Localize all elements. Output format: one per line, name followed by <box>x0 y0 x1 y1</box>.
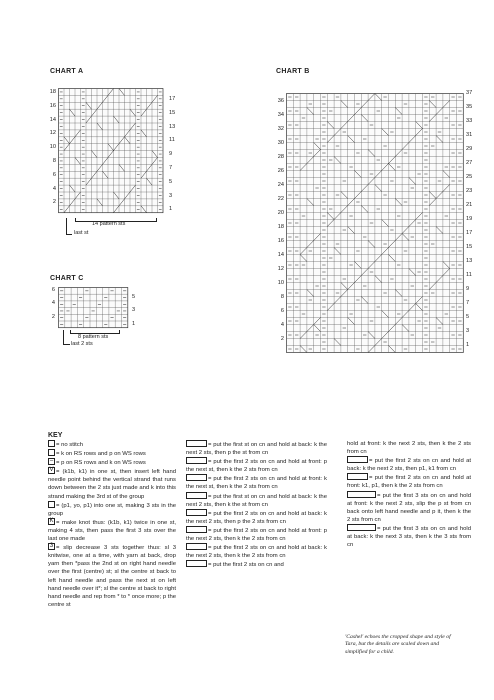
chart-b-row-number-left: 30 <box>277 140 284 146</box>
cable-symbol <box>347 524 376 531</box>
key-item: = put the first 2 sts on cn and hold at front: p the next st, then k the 2 sts from cn <box>186 459 327 474</box>
knot-symbol: K <box>49 517 54 524</box>
chart-b-row-number-left: 10 <box>277 280 284 286</box>
photo-caption: 'Cashel' echoes the cropped shape and style of Tara, but the details are scaled down and simplified for a child. <box>345 634 451 655</box>
chart-a-row-number-right: 1 <box>169 206 173 213</box>
chart-b-row-number-left: 28 <box>277 154 284 160</box>
chart-a-repeat-label: 14 pattern sts <box>92 221 126 227</box>
chart-a-row-number-right: 11 <box>169 137 175 144</box>
chart-a-row-number-left: 2 <box>52 199 56 206</box>
chart-b-row-number-left: 34 <box>277 112 284 118</box>
chart-b-row-number-left: 18 <box>277 224 284 230</box>
cable-symbol <box>186 526 207 533</box>
chart-c-row-number-right: 1 <box>132 320 136 327</box>
chart-b-row-number-left: 26 <box>277 168 284 174</box>
chart-c-row-number-left: 6 <box>51 287 55 293</box>
key-column-2 <box>186 440 327 569</box>
knit-symbol <box>48 449 55 456</box>
chart-b-row-number-right: 13 <box>466 258 473 264</box>
chart-b-row-number-right: 3 <box>466 328 470 334</box>
purl-symbol: – <box>49 458 54 465</box>
key-item: – = p on RS rows and k on WS rows <box>49 458 146 467</box>
chart-c-row-number-right: 3 <box>132 307 136 314</box>
chart-a-row-number-left: 12 <box>49 130 56 137</box>
chart-b-row-number-left: 36 <box>277 98 284 104</box>
cable-symbol <box>186 474 207 481</box>
chart-a-row-number-left: 14 <box>49 116 56 123</box>
cable-symbol <box>186 509 207 516</box>
key-item: = no stitch <box>48 440 176 449</box>
chart-a-row-number-right: 5 <box>169 178 173 185</box>
chart-b-row-number-right: 25 <box>466 174 473 180</box>
key-item: = put the first 2 sts on cn and hold at front: p the next 2 sts, then k the 2 sts from cn <box>186 527 327 543</box>
chart-b-row-number-right: 27 <box>466 160 473 166</box>
cable-symbol <box>186 492 207 499</box>
chart-b-row-number-left: 4 <box>280 322 284 328</box>
chart-b-row-number-left: 20 <box>277 210 284 216</box>
key-item: 3 = slip decrease 3 sts together thus: sl 3 knitwise, one at a time, with yarn at back, drop yarn then *pass the 2nd st on right hand needle over the first (centre) st; sl the centre st back to left hand needle and pass the next st on left hand needle over it*; sl the centre st back to right hand needle and rep from * to * once more; p the centre st <box>48 543 176 608</box>
chart-b-row-number-left: 6 <box>280 308 284 314</box>
chart-b-row-number-right: 17 <box>466 230 473 236</box>
chart-a-row-number-right: 17 <box>169 96 176 102</box>
chart-b-row-number-right: 7 <box>466 300 470 306</box>
decrease-symbol: 3 <box>49 543 54 550</box>
chart-b-row-number-right: 29 <box>466 146 473 152</box>
chart-a-row-number-left: 6 <box>52 171 56 178</box>
chart-a-row-number-right: 7 <box>169 165 173 171</box>
chart-b-row-number-right: 23 <box>466 188 473 194</box>
chart-c-grid <box>58 287 130 329</box>
purl-increase-symbol <box>48 501 55 508</box>
key-item: = put the first st on cn and hold at back: k the next 2 sts, then k the st from cn <box>186 493 327 508</box>
cable-symbol <box>186 440 207 447</box>
chart-b-row-number-right: 1 <box>466 342 470 348</box>
cable-symbol <box>347 491 376 498</box>
chart-b-row-number-left: 22 <box>277 196 284 202</box>
chart-a-row-number-left: 18 <box>49 89 56 95</box>
chart-b-row-number-left: 2 <box>280 336 284 342</box>
chart-b-row-number-right: 31 <box>466 132 473 138</box>
key-item: = put the first 3 sts on cn and hold at front: k the next 2 sts, slip the p st from cn back onto left hand needle and p it, then k the 2 sts from cn <box>347 492 471 523</box>
chart-c-title: CHART C <box>50 275 84 282</box>
chart-a-last-label: last st <box>74 230 89 236</box>
chart-c-row-number-left: 2 <box>51 313 55 320</box>
chart-b-row-number-right: 19 <box>466 216 473 222</box>
chart-b-grid <box>286 93 464 353</box>
no-stitch-symbol <box>48 440 55 447</box>
chart-a-row-number-right: 9 <box>169 151 173 158</box>
chart-b-row-number-right: 5 <box>466 314 470 320</box>
chart-b-row-number-left: 8 <box>280 294 284 300</box>
chart-b-title: CHART B <box>276 68 310 75</box>
chart-b-row-number-left: 12 <box>277 266 284 272</box>
chart-a-grid <box>58 88 166 216</box>
chart-a-row-number-left: 10 <box>49 144 56 151</box>
key-item: = put the first 2 sts on cn and <box>186 560 327 569</box>
key-item: = put the first 2 sts on cn and hold at front: k1, p1, then k the 2 sts from cn <box>347 475 471 490</box>
cable-symbol <box>347 473 368 480</box>
chart-b-row-number-right: 37 <box>466 90 473 96</box>
chart-a-row-number-right: 13 <box>169 123 176 130</box>
key-item: = put the first 3 sts on cn and hold at back: k the next 3 sts, then k the 3 sts from cn <box>347 525 471 549</box>
chart-a-row-number-left: 4 <box>52 185 56 192</box>
key-item: K = make knot thus: (k1b, k1) twice in one st, making 4 sts, then pass the first 3 sts over the last one made <box>48 517 176 543</box>
key-column-3 <box>347 440 471 549</box>
chart-c-row-number-left: 4 <box>51 300 55 307</box>
key-item: = k on RS rows and p on WS rows <box>48 449 176 458</box>
chart-a-row-number-left: 16 <box>49 102 56 109</box>
key-item: = (p1, yo, p1) into one st, making 3 sts in the group <box>48 502 176 517</box>
chart-a-last-pointer <box>66 218 72 235</box>
key-item: = put the first 2 sts on cn and hold at front: k the next st, then k the 2 sts from cn <box>186 476 327 491</box>
chart-b-row-number-left: 14 <box>277 252 284 258</box>
chart-b-row-number-right: 35 <box>466 104 473 110</box>
chart-b-row-number-left: 16 <box>277 238 284 244</box>
chart-b-row-number-left: 24 <box>277 182 284 188</box>
chart-c-last-label: last 2 sts <box>71 341 93 347</box>
key-item: hold at front: k the next 2 sts, then k the 2 sts from cn <box>347 441 471 456</box>
chart-c-row-number-right: 5 <box>132 294 136 300</box>
cable-symbol <box>186 543 207 550</box>
chart-c-last-pointer <box>63 330 70 345</box>
key-title: KEY <box>48 432 63 439</box>
chart-b-row-number-left: 32 <box>277 126 284 132</box>
chart-a-title: CHART A <box>50 68 84 75</box>
chart-a-row-number-right: 15 <box>169 109 176 116</box>
chart-b-row-number-right: 9 <box>466 286 470 292</box>
chart-a-row-number-right: 3 <box>169 192 173 199</box>
increase-symbol: V <box>49 467 54 474</box>
key-item: = put the first 2 sts on cn and hold at back: k the next 2 sts, then k the 2 sts from cn <box>186 545 327 560</box>
chart-b-row-number-right: 11 <box>466 272 472 278</box>
cable-symbol <box>347 456 368 463</box>
key-item: = put the first st on cn and hold at back: k the next 2 sts, then p the st from cn <box>186 442 327 457</box>
chart-a-row-number-left: 8 <box>52 158 56 164</box>
key-column-1 <box>48 440 176 609</box>
key-item: = put the first 2 sts on cn and hold at back: k the next 2 sts, then p the 2 sts from cn <box>186 510 327 525</box>
chart-b-row-number-right: 21 <box>466 202 473 208</box>
chart-c-repeat-label: 8 pattern sts <box>78 334 109 340</box>
chart-b-row-number-right: 33 <box>466 118 473 124</box>
chart-b-row-number-right: 15 <box>466 244 473 250</box>
key-item: = put the first 2 sts on cn and hold at back: k the next 2 sts, then p1, k1 from cn <box>347 458 471 473</box>
cable-symbol <box>186 457 207 464</box>
key-item: V = (k1b, k1) in one st, then insert left hand needle point behind the vertical strand that runs down between the 2 sts just made and k into this strand making the 3rd st of the group <box>48 467 176 500</box>
cable-symbol <box>186 560 207 567</box>
